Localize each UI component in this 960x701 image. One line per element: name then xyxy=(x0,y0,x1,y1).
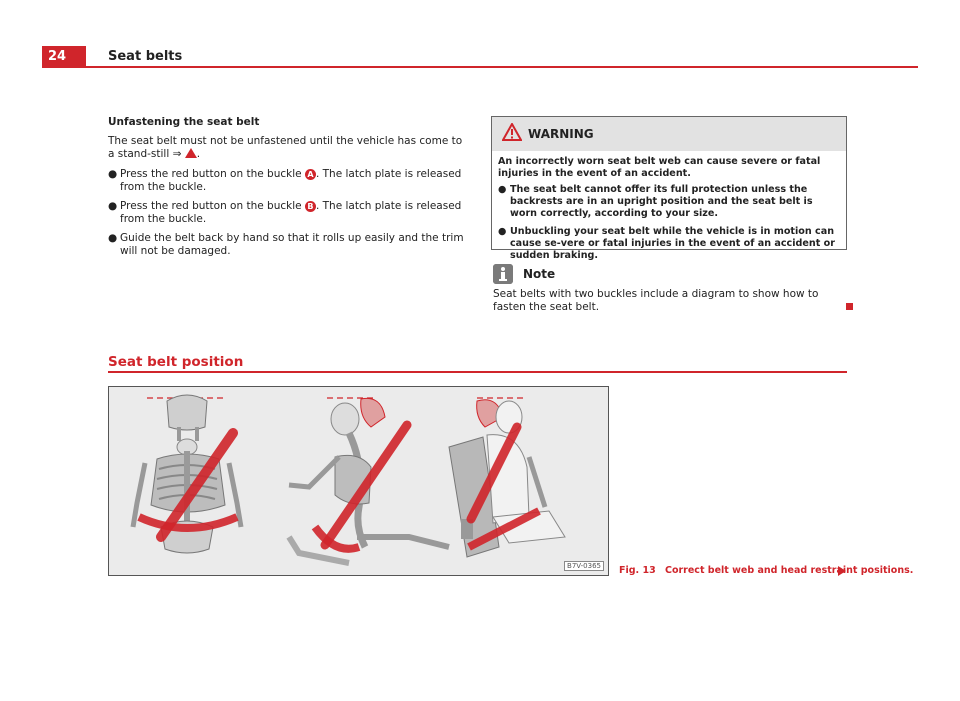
bullet-icon: ● xyxy=(108,200,118,212)
section-rule xyxy=(108,371,847,373)
unfastening-heading: Unfastening the seat belt xyxy=(108,116,260,128)
warning-header xyxy=(492,117,846,151)
note-title: Note xyxy=(523,266,556,281)
belt-position-illustration xyxy=(109,387,608,575)
warning-box xyxy=(491,116,847,261)
figure-code: B7V-0365 xyxy=(564,561,604,571)
warning-lead: An incorrectly worn seat belt web can cause severe or fatal injuries in the event of an accident. xyxy=(498,156,821,179)
bullet-icon: ● xyxy=(108,168,118,180)
buckle-key-b-icon: B xyxy=(305,201,316,212)
unfastening-intro: The seat belt must not be unfastened until the vehicle has come to a stand-still ⇒ . xyxy=(108,135,463,160)
header-rule xyxy=(86,66,918,68)
page-number: 24 xyxy=(42,46,86,68)
note-section xyxy=(493,264,849,314)
list-item: ● Press the red button on the buckle A . The latch plate is released from the buckle. xyxy=(108,168,462,193)
note-text: Seat belts with two buckles include a diagram to show how to fasten the seat belt. xyxy=(493,288,819,313)
buckle-key-a-icon: A xyxy=(305,169,316,180)
section-end-mark xyxy=(846,303,853,310)
list-item: ● The seat belt cannot offer its full protection unless the backrests are in an upright position and the seat belt is worn correctly, according to your size. xyxy=(498,184,813,219)
seated-occupant-drawing xyxy=(449,398,565,557)
page-header-title: Seat belts xyxy=(108,49,183,64)
section-title: Seat belt position xyxy=(108,354,244,370)
warning-title: WARNING xyxy=(528,127,594,141)
unfastening-section xyxy=(108,116,464,264)
warning-ref-icon[interactable] xyxy=(185,148,197,158)
list-item: ● Press the red button on the buckle B . The latch plate is released from the buckle. xyxy=(108,200,462,225)
warning-triangle-icon xyxy=(502,123,522,141)
list-item: ● Guide the belt back by hand so that it rolls up easily and the trim will not be damaged. xyxy=(108,232,464,257)
continue-arrow-icon[interactable] xyxy=(838,566,846,576)
belt-position-figure xyxy=(108,386,609,576)
warning-body xyxy=(492,151,846,273)
front-view-drawing xyxy=(133,395,241,553)
side-view-skeleton-drawing xyxy=(289,398,449,563)
info-icon xyxy=(493,264,513,284)
bullet-icon: ● xyxy=(498,226,507,237)
list-item: ● Unbuckling your seat belt while the vehicle is in motion can cause se-vere or fatal injuries in the event of an accident or sudden braking. xyxy=(498,226,835,261)
bullet-icon: ● xyxy=(498,184,507,195)
bullet-icon: ● xyxy=(108,232,118,244)
figure-caption: Fig. 13 Correct belt web and head restraint positions. xyxy=(619,565,914,576)
